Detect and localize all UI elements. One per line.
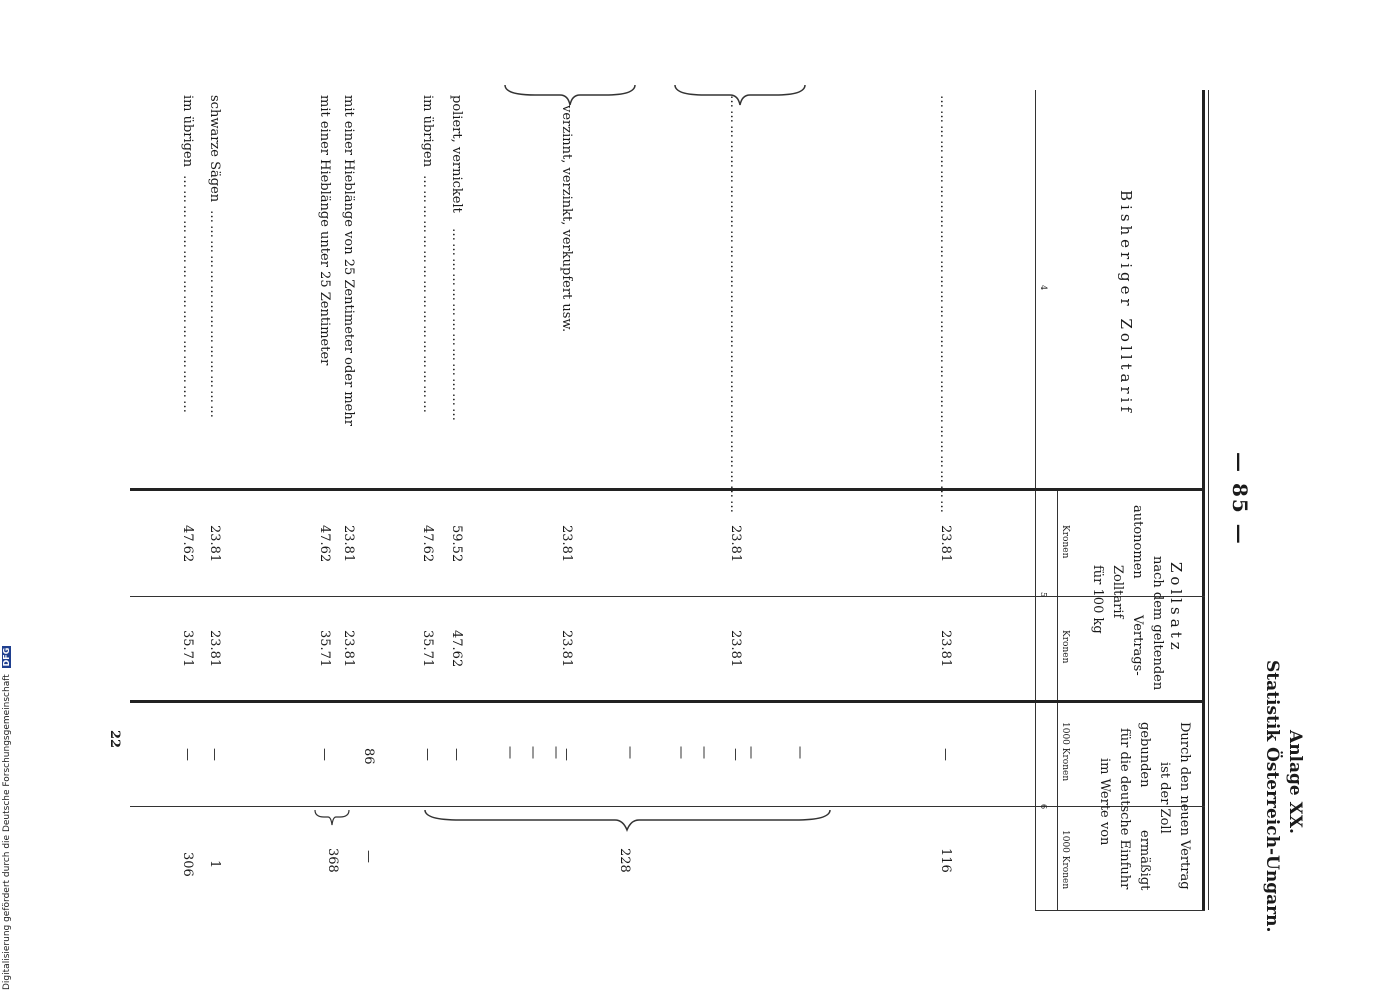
col6-sub-left: gebunden — [1137, 722, 1152, 788]
col5-unit-right: Kronen — [1060, 630, 1070, 664]
header-bottom-rule — [1035, 90, 1036, 910]
col5-sub-left-line2: Zolltarif — [1110, 565, 1125, 619]
row9-dots: ………………………………………… — [180, 175, 195, 415]
page-number: — 85 — — [1228, 452, 1252, 546]
row3-gebunden: — — [559, 748, 574, 761]
row5-dots: ………………………………………… — [420, 175, 435, 415]
dash-mark — [510, 747, 511, 759]
row9-gebunden: — — [180, 748, 195, 761]
bottom-page-number: 22 — [107, 730, 122, 749]
row1-ermaessigt: 116 — [938, 848, 953, 873]
row3-autonom: 23.81 — [559, 525, 574, 563]
col6-header-line4: im Werte von — [1097, 758, 1112, 846]
table-right-edge — [1035, 910, 1205, 911]
row1-gebunden: — — [938, 748, 953, 761]
table-top-rule-thin — [1208, 90, 1209, 910]
col5-unit-left: Kronen — [1060, 525, 1070, 559]
col5-header-line1: Zollsatz — [1167, 562, 1185, 654]
col5-number: 5 — [1039, 592, 1048, 598]
col5-sub-left-line1: autonomen — [1130, 505, 1145, 579]
row8-dots: …………………………………… — [207, 210, 222, 420]
row4-vertrag: 47.62 — [449, 630, 464, 668]
appendix-title: Anlage XX. — [1285, 730, 1305, 834]
row5-autonom: 47.62 — [420, 525, 435, 563]
col5-header-line3: für 100 kg — [1090, 565, 1105, 634]
row1-autonom: 23.81 — [938, 525, 953, 563]
row5-gebunden: — — [420, 748, 435, 761]
row2-vertrag: 23.81 — [728, 630, 743, 668]
row7-vertrag: 35.71 — [317, 630, 332, 668]
col6-header-line2: ist der Zoll — [1157, 762, 1172, 834]
row2-dots: ………………………………………………………………………… — [727, 95, 742, 515]
row9-ermaessigt: 306 — [180, 852, 195, 877]
row2-autonom: 23.81 — [728, 525, 743, 563]
row6-desc: mit einer Hieblänge von 25 Zentimeter oder mehr — [341, 95, 356, 426]
row4-desc: poliert, vernickelt — [449, 95, 464, 213]
row7-gebunden: — — [317, 748, 332, 761]
row1-dots: ………………………………………………………………………… — [937, 95, 952, 515]
row6-vertrag: 23.81 — [341, 630, 356, 668]
statistics-subtitle: Statistik Österreich-Ungarn. — [1262, 660, 1282, 933]
row2-gebunden: — — [728, 748, 743, 761]
dash-mark — [681, 747, 682, 759]
col4-col5-divider — [130, 488, 1205, 491]
dfg-logo: DFG — [2, 647, 11, 667]
col5-header-line2: nach dem geltenden — [1150, 556, 1165, 691]
row1-vertrag: 23.81 — [938, 630, 953, 668]
col6-sub-right: ermäßigt — [1137, 830, 1152, 891]
dash-mark — [556, 747, 557, 759]
col6-unit-right: 1000 Kronen — [1060, 830, 1070, 890]
row9-desc: im übrigen — [180, 95, 195, 168]
row3-desc: verzinnt, verzinkt, verkupfert usw. — [559, 105, 574, 333]
col6-unit-left: 1000 Kronen — [1060, 722, 1070, 782]
row-brace-group6 — [420, 805, 835, 835]
row4-dots: ………………………………… — [449, 228, 464, 423]
row5-vertrag: 35.71 — [420, 630, 435, 668]
dash-mark — [533, 747, 534, 759]
row3-ermaessigt: 228 — [617, 848, 632, 873]
col6-header-line1: Durch den neuen Vertrag — [1177, 722, 1192, 890]
row8-desc: schwarze Sägen — [207, 95, 222, 203]
dfg-footer — [2, 646, 12, 990]
row8-gebunden: — — [207, 748, 222, 761]
row4-gebunden: — — [449, 748, 464, 761]
col6-number: 6 — [1039, 804, 1048, 810]
row9-autonom: 47.62 — [180, 525, 195, 563]
row6-gebunden: 86 — [361, 748, 376, 765]
col4-number: 4 — [1039, 285, 1048, 291]
row9-vertrag: 35.71 — [180, 630, 195, 668]
col4-header: Bisheriger Zolltarif — [1117, 190, 1135, 416]
dash-mark — [704, 747, 705, 759]
row6-ermaessigt: — — [361, 850, 376, 863]
row6-autonom: 23.81 — [341, 525, 356, 563]
dash-mark — [751, 747, 752, 759]
row3-vertrag: 23.81 — [559, 630, 574, 668]
row8-vertrag: 23.81 — [207, 630, 222, 668]
dfg-footer-text: Digitalisierung gefördert durch die Deutsche Forschungsgemeinschaft — [2, 674, 12, 990]
table-top-rule — [1202, 90, 1205, 910]
row7-ermaessigt: 368 — [325, 848, 340, 873]
col5-sub-right-line1: Vertrags- — [1130, 615, 1145, 676]
row8-ermaessigt: 1 — [207, 860, 222, 869]
row7-autonom: 47.62 — [317, 525, 332, 563]
row7-desc: mit einer Hieblänge unter 25 Zentimeter — [317, 95, 332, 366]
row4-autonom: 59.52 — [449, 525, 464, 563]
col5-col6-divider — [130, 700, 1205, 703]
row5-desc: im übrigen — [420, 95, 435, 168]
row8-autonom: 23.81 — [207, 525, 222, 563]
dash-mark — [630, 747, 631, 759]
col6-header-line3: für die deutsche Einfuhr — [1117, 728, 1132, 890]
dash-mark — [800, 747, 801, 759]
row-brace-hieb — [312, 805, 352, 830]
